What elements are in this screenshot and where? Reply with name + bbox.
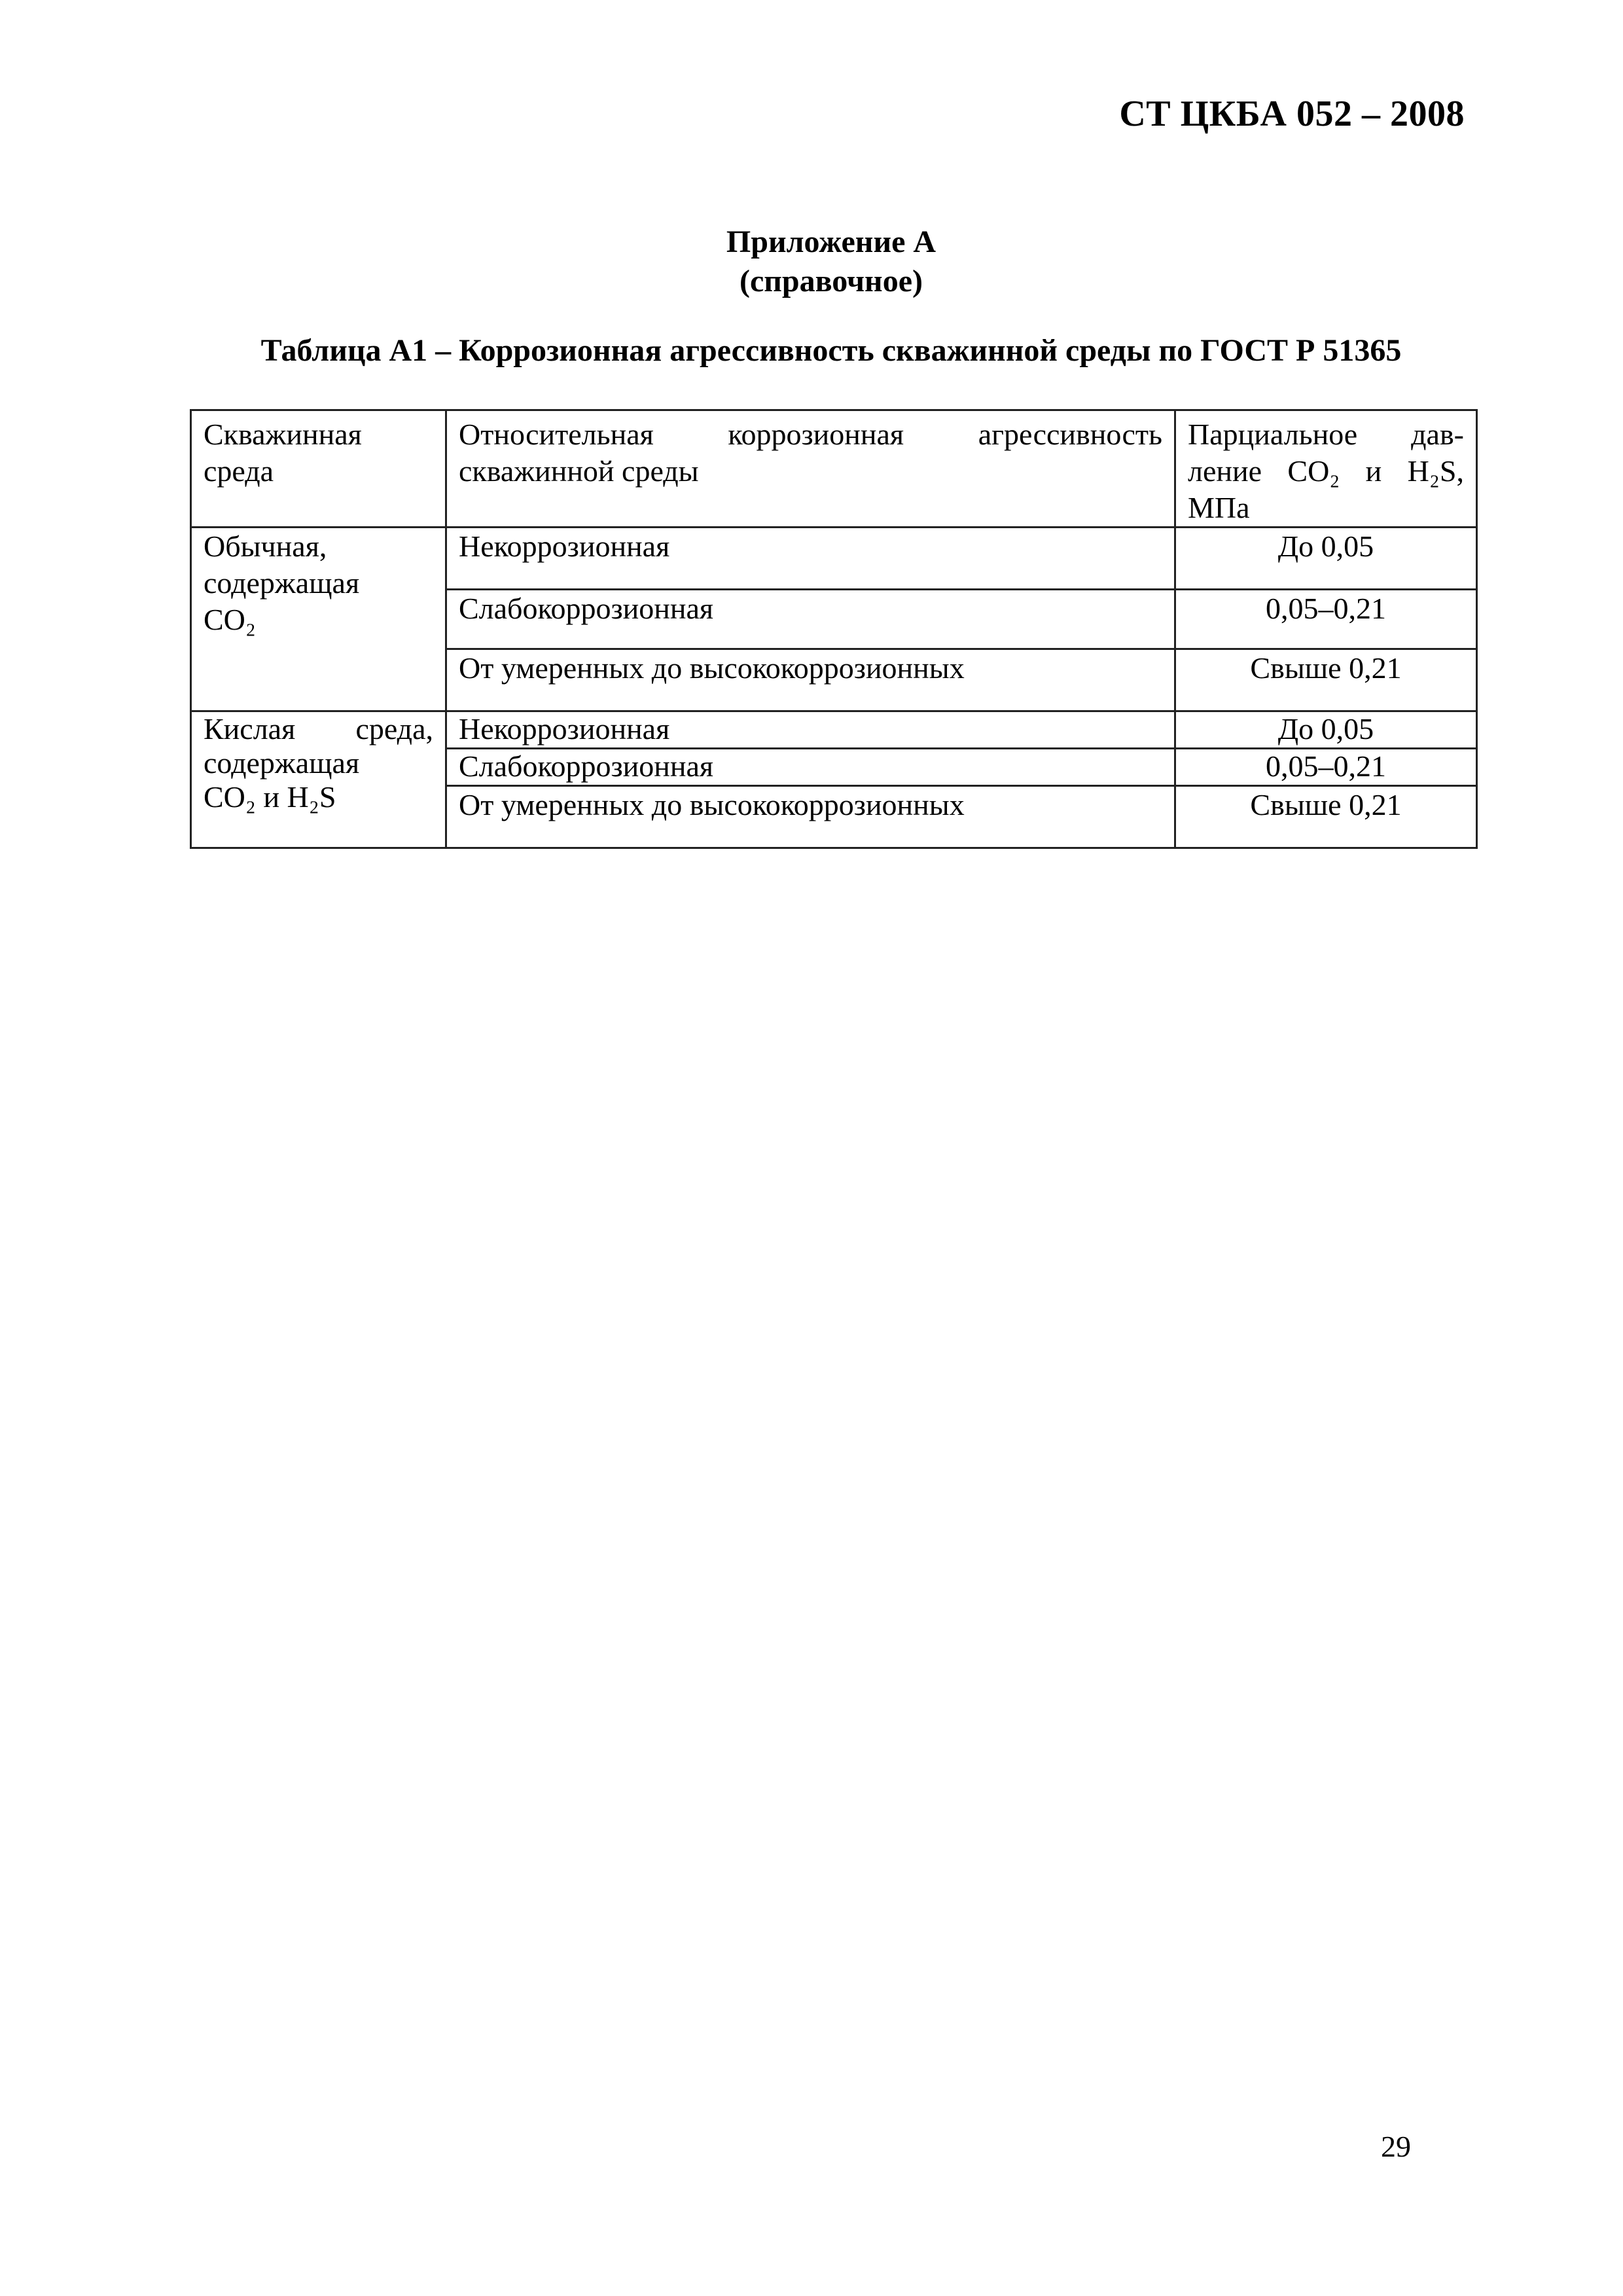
corrosivity-cell: Слабокоррозионная [446,590,1175,649]
environment-line: содержащая [204,566,360,600]
header-pressure [1175,410,1477,528]
header-corrosivity-line: Относительная коррозионная агрессивность [459,418,1162,451]
pressure-cell: Свыше 0,21 [1175,786,1477,848]
pressure-cell: 0,05–0,21 [1175,749,1477,786]
pressure-cell: До 0,05 [1175,711,1477,749]
header-environment [191,410,446,528]
corrosivity-cell: Некоррозионная [446,528,1175,590]
environment-cell [191,711,446,848]
environment-line: Кислая среда, [204,712,433,745]
corrosivity-cell: Слабокоррозионная [446,749,1175,786]
header-corrosivity-line: скважинной среды [459,454,699,488]
environment-line: CO₂ [204,603,256,636]
environment-line: содержащая [204,746,360,780]
corrosivity-cell: Некоррозионная [446,711,1175,749]
pressure-cell: До 0,05 [1175,528,1477,590]
page-number: 29 [1381,2130,1411,2163]
header-pressure-line: МПа [1188,491,1250,524]
header-environment-line: среда [204,454,274,488]
corrosivity-table [190,409,1478,849]
appendix-title: Приложение А [726,224,936,259]
table-row [191,528,1477,590]
pressure-cell: 0,05–0,21 [1175,590,1477,649]
pressure-cell: Свыше 0,21 [1175,649,1477,711]
header-pressure-line: Парциальное дав- [1188,418,1464,451]
document-code: СТ ЦКБА 052 – 2008 [1119,94,1465,134]
environment-cell [191,528,446,711]
appendix-subtitle: (справочное) [739,264,923,298]
environment-line: Обычная, [204,529,327,563]
header-pressure-line: ление CO₂ и H₂S, [1188,454,1464,488]
table-caption: Таблица А1 – Коррозионная агрессивность скважинной среды по ГОСТ Р 51365 [260,333,1402,368]
corrosivity-cell: От умеренных до высококоррозионных [446,786,1175,848]
header-corrosivity [446,410,1175,528]
corrosivity-cell: От умеренных до высококоррозионных [446,649,1175,711]
environment-line: CO₂ и H₂S [204,780,336,814]
header-environment-line: Скважинная [204,418,362,451]
appendix-heading [0,223,1623,301]
table-row [191,711,1477,749]
table-header-row [191,410,1477,528]
